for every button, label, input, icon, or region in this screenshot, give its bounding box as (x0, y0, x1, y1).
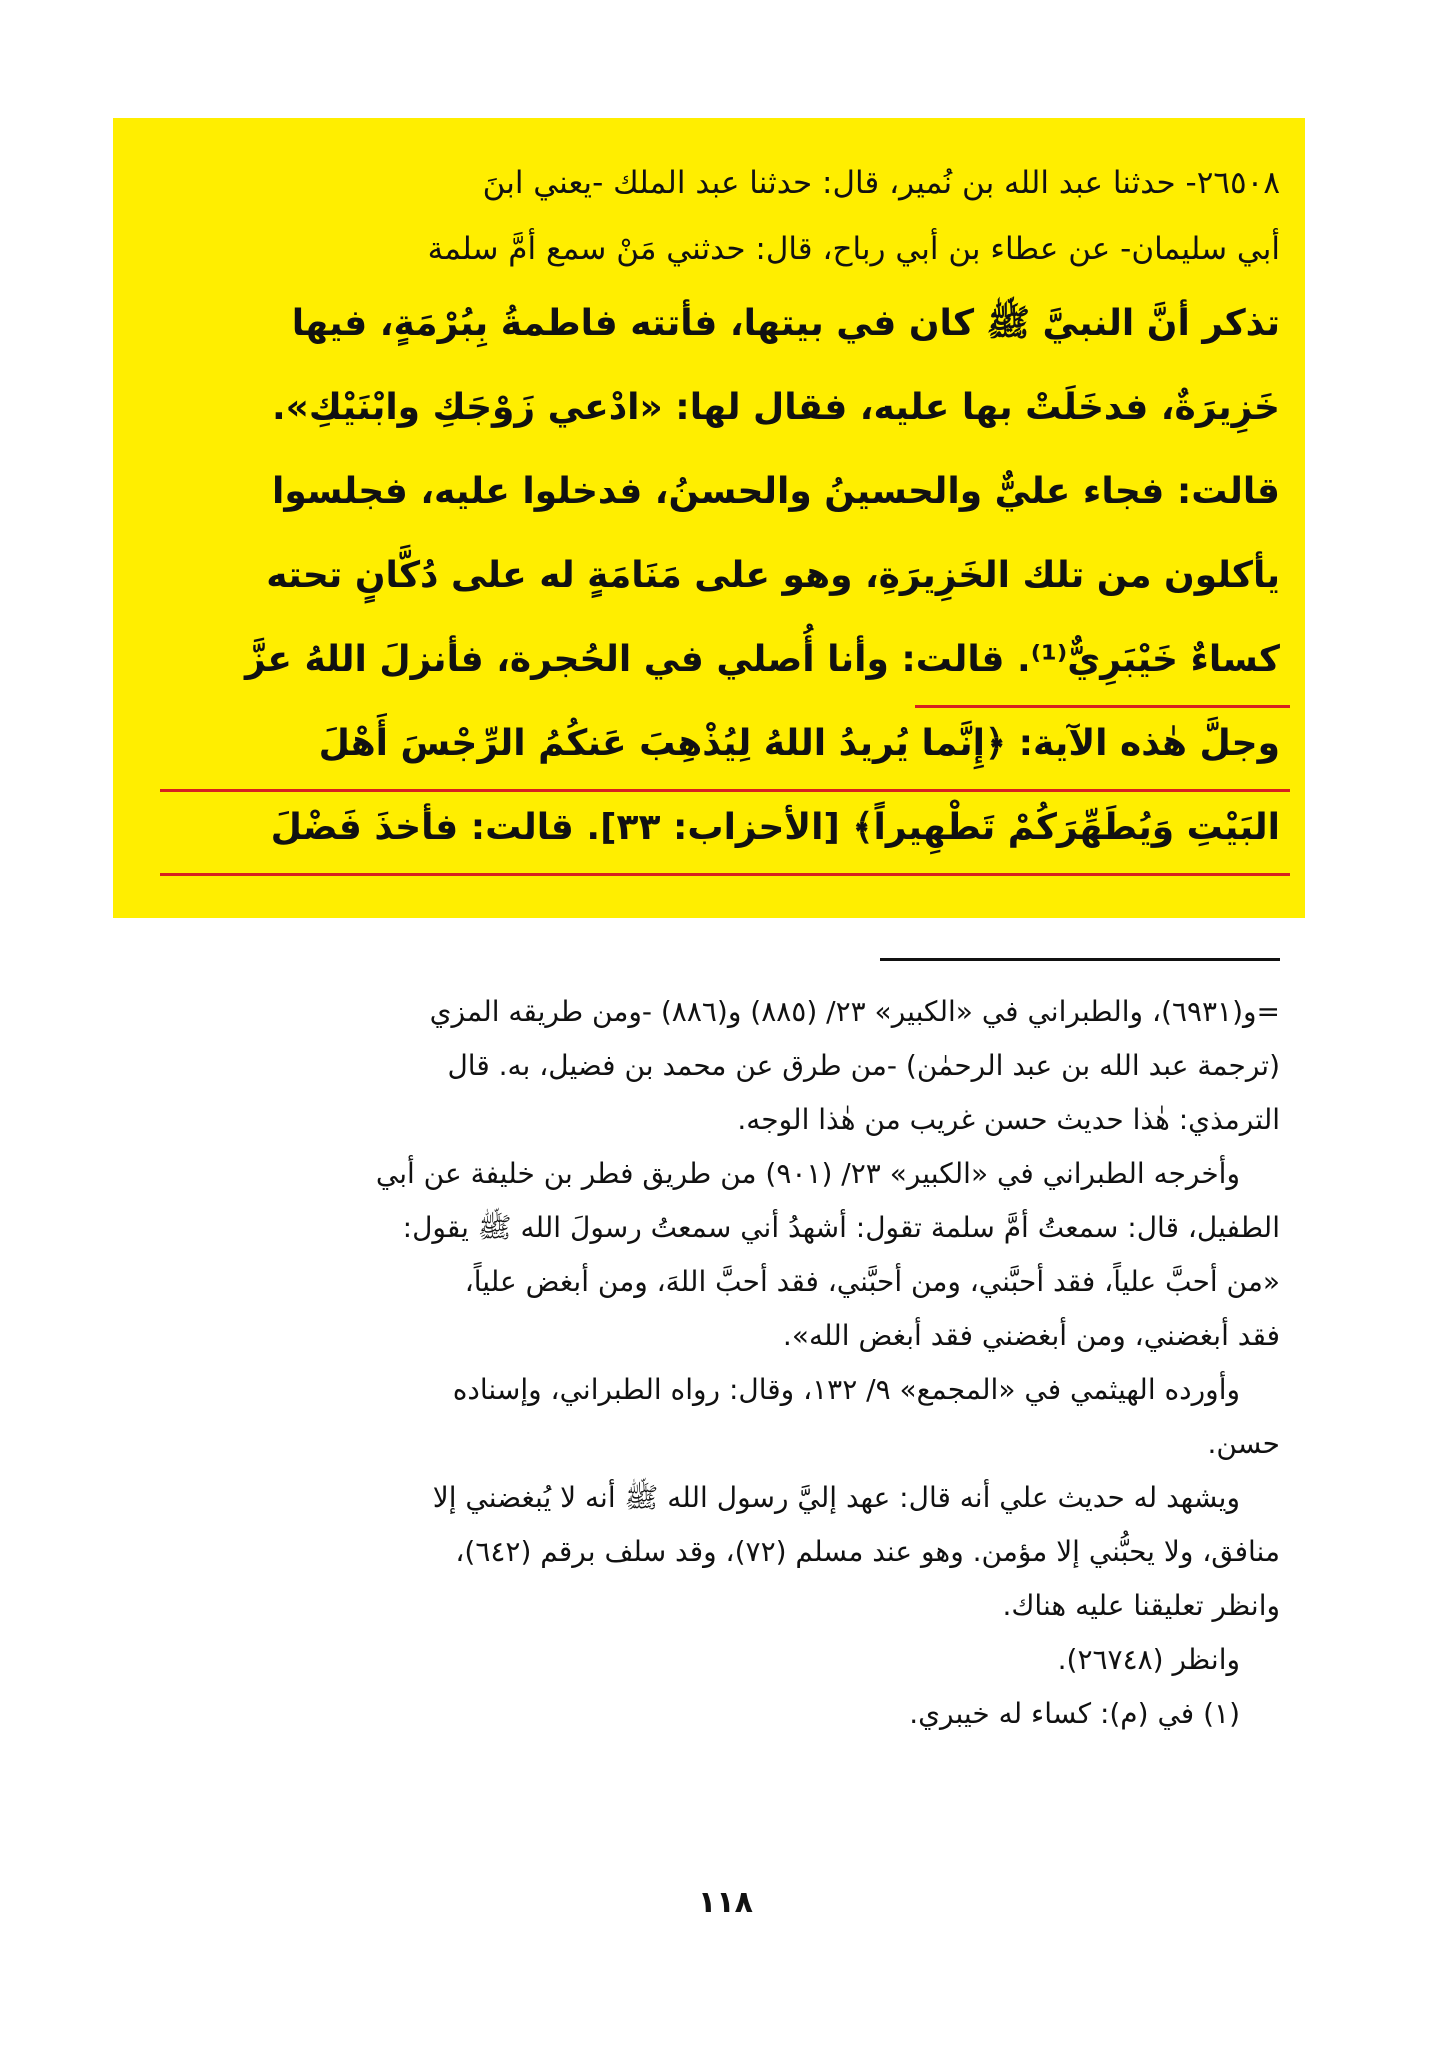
matn-line: كساءٌ خَيْبَرِيٌّ⁽¹⁾. قالت: وأنا أُصلي في الحُجرة، فأنزلَ اللهُ عزَّ (244, 639, 1280, 680)
verse-underline (915, 705, 1290, 708)
footnote-line: «من أحبَّ علياً، فقد أحبَّني، ومن أحبَّني، فقد أحبَّ اللهَ، ومن أبغض علياً، (464, 1265, 1280, 1298)
matn-line: البَيْتِ وَيُطَهِّرَكُمْ تَطْهِيراً﴾ [الأحزاب: ٣٣]. قالت: فأخذَ فَضْلَ (270, 807, 1280, 848)
footnote-line: فقد أبغضني، ومن أبغضني فقد أبغض الله». (782, 1319, 1280, 1352)
matn-line: قالت: فجاء عليٌّ والحسينُ والحسنُ، فدخلوا عليه، فجلسوا (272, 471, 1280, 512)
footnote-line: الطفيل، قال: سمعتُ أمَّ سلمة تقول: أشهدُ أني سمعتُ رسولَ الله ﷺ يقول: (402, 1211, 1280, 1244)
hadith-text (160, 150, 1280, 870)
footnote-line: منافق، ولا يحبُّني إلا مؤمن. وهو عند مسلم (٧٢)، وقد سلف برقم (٦٤٢)، (455, 1535, 1280, 1568)
matn-line: خَزِيرَةٌ، فدخَلَتْ بها عليه، فقال لها: «ادْعي زَوْجَكِ وابْنَيْكِ». (271, 387, 1280, 428)
footnote-line: الترمذي: هٰذا حديث حسن غريب من هٰذا الوجه. (737, 1103, 1280, 1136)
isnad-line: أبي سليمان- عن عطاء بن أبي رباح، قال: حدثني مَنْ سمع أمَّ سلمة (427, 231, 1280, 267)
verse-underline (160, 789, 1290, 792)
footnote-separator (880, 958, 1280, 961)
footnote-line: وأورده الهيثمي في «المجمع» ٩/ ١٣٢، وقال: رواه الطبراني، وإسناده (452, 1373, 1240, 1406)
footnote-line: وأخرجه الطبراني في «الكبير» ٢٣/ (٩٠١) من طريق فطر بن خليفة عن أبي (375, 1157, 1240, 1190)
footnote-line: =و(٦٩٣١)، والطبراني في «الكبير» ٢٣/ (٨٨٥) و(٨٨٦) -ومن طريقه المزي (429, 995, 1280, 1028)
page-number: ١١٨ (698, 1885, 753, 1920)
footnotes (160, 985, 1280, 1741)
footnote-line: حسن. (1207, 1427, 1280, 1460)
footnote-line: وانظر تعليقنا عليه هناك. (1002, 1589, 1280, 1622)
verse-underline (160, 873, 1290, 876)
isnad-line: ٢٦٥٠٨- حدثنا عبد الله بن نُمير، قال: حدثنا عبد الملك -يعني ابنَ (482, 165, 1280, 201)
matn-line: تذكر أنَّ النبيَّ ﷺ كان في بيتها، فأتته فاطمةُ بِبُرْمَةٍ، فيها (291, 303, 1280, 344)
footnote-line: (١) في (م): كساء له خيبري. (909, 1697, 1240, 1730)
matn-line: يأكلون من تلك الخَزِيرَةِ، وهو على مَنَامَةٍ له على دُكَّانٍ تحته (266, 555, 1280, 596)
footnote-line: ويشهد له حديث علي أنه قال: عهد إليَّ رسول الله ﷺ أنه لا يُبغضني إلا (432, 1481, 1240, 1514)
footnote-line: وانظر (٢٦٧٤٨). (1057, 1643, 1240, 1676)
matn-line: وجلَّ هٰذه الآية: ﴿إِنَّما يُريدُ اللهُ لِيُذْهِبَ عَنكُمُ الرِّجْسَ أَهْلَ (318, 723, 1280, 764)
footnote-line: (ترجمة عبد الله بن عبد الرحمٰن) -من طرق عن محمد بن فضيل، به. قال (447, 1049, 1280, 1082)
